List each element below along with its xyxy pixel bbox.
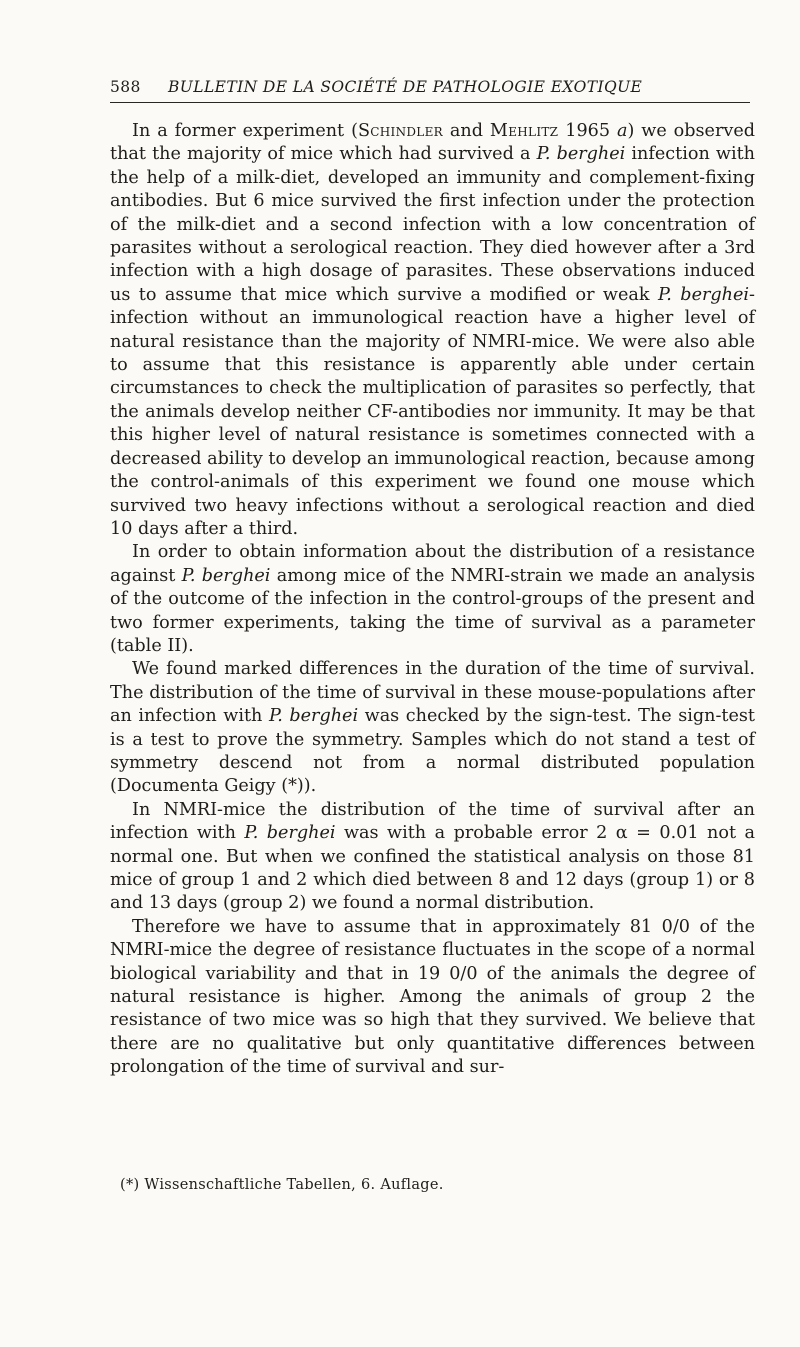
paragraph-3 <box>110 658 755 798</box>
text-run: In order to obtain information about the distribution of a resistance against <box>110 542 755 586</box>
text-run: was checked by the sign-test. The sign-test is a test to prove the symmetry. Samples which do not stand a test of symmetry descend not from a normal distributed population (Documenta Geigy (*)). <box>110 706 755 797</box>
page-number: 588 <box>110 78 141 96</box>
author-mehlitz: Mehlitz <box>489 121 559 141</box>
text-run: 1965 <box>558 121 617 141</box>
text-run: -infection without an immunological reaction have a higher level of natural resistance than the majority of NMRI-mice. We were also able to assume that this resistance is apparently able under certain circumstances to check the multiplication of parasites so perfectly, that the animals develop neither CF-antibodies nor immunity. It may be that this higher level of natural resistance is sometimes connected with a decreased ability to develop an immunological reaction, because among the control-animals of this experiment we found one mouse which survived two heavy infections without a serological reaction and died 10 days after a third. <box>110 284 755 539</box>
author-schindler: Schindler <box>357 121 443 141</box>
text-run: In a former experiment ( <box>132 121 358 141</box>
text-run: We found marked differences in the duration of the time of survival. The distribution of the time of survival in these mouse-populations after an infection with <box>110 659 755 727</box>
paragraph-4 <box>110 799 755 916</box>
text-run: ) we observed that the majority of mice which had survived a <box>110 121 755 165</box>
paragraph-5 <box>110 916 755 1080</box>
reference-letter: a <box>616 121 628 141</box>
running-header <box>110 78 750 96</box>
text-run: was with a probable error 2 α = 0.01 not a normal one. But when we confined the statistical analysis on those 81 mice of group 1 and 2 which died between 8 and 12 days (group 1) or 8 and 13 days (group 2) we found a normal distribution. <box>110 823 755 914</box>
species-name: P. berghei <box>244 823 336 844</box>
species-name: P. berghei <box>181 565 271 586</box>
text-run: among mice of the NMRI-strain we made an analysis of the outcome of the infection in the control-groups of the present and two former experiments, taking the time of survival as a parameter (table II). <box>110 565 755 656</box>
text-run: and <box>442 121 490 141</box>
species-name: P. berghei <box>536 144 626 165</box>
footnote: (*) Wissenschaftliche Tabellen, 6. Auflage. <box>120 1177 444 1193</box>
paragraph-2 <box>110 541 755 658</box>
journal-title: BULLETIN DE LA SOCIÉTÉ DE PATHOLOGIE EXOTIQUE <box>168 78 643 96</box>
species-name: P. berghei <box>268 706 359 727</box>
text-run: Therefore we have to assume that in approximately 81 0/0 of the NMRI-mice the degree of resistance fluctuates in the scope of a normal biological variability and that in 19 0/0 of the animals the degree of natural resistance is higher. Among the animals of group 2 the resistance of two mice was so high that they survived. We believe that there are no qualitative but only quantitative differences between prolongation of the time of survival and sur- <box>110 916 755 1078</box>
header-rule <box>110 102 750 103</box>
text-run: infection with the help of a milk-diet, developed an immunity and complement-fixing antibodies. But 6 mice survived the first infection under the protection of the milk-diet and a second infection with a low concentration of parasites without a serological reaction. They died however after a 3rd infection with a high dosage of parasites. These observations induced us to assume that mice which survive a modified or weak <box>110 144 755 305</box>
article-body <box>110 120 755 1080</box>
text-run: In NMRI-mice the distribution of the time of survival after an infection with <box>110 799 755 844</box>
paragraph-1 <box>110 120 755 541</box>
species-name: P. berghei <box>658 284 750 305</box>
